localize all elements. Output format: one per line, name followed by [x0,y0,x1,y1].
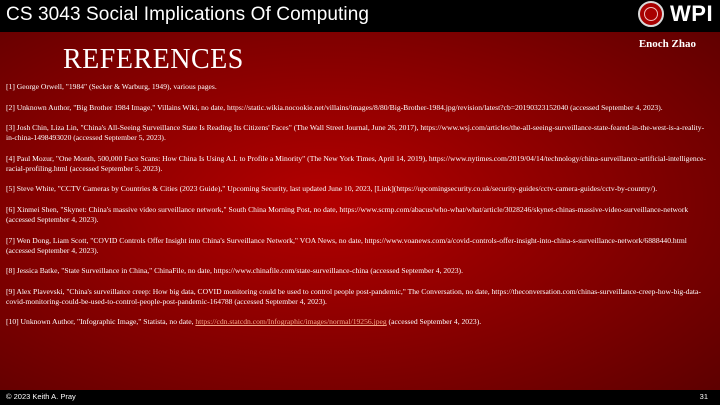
course-title: CS 3043 Social Implications Of Computing [6,4,370,25]
title-bar [0,0,720,32]
reference-item: [2] Unknown Author, "Big Brother 1984 Image," Villains Wiki, no date, https://static.wikia.nocookie.net/villains/images/8/80/Big-Brother-1984.jpg/revision/latest?cb=20190323152040 (accessed September 4, 2023). [6,102,663,112]
wpi-logo-text: WPI [670,1,714,26]
reference-item: [9] Alex Plavevski, "China's surveillance creep: How big data, COVID monitoring could be used to control people post-pandemic," The Conversation, no date, https://theconversation.com/chinas-surveillance-creep-how-big-data-covid-monitoring-could-be-used-to-control-people-post-pandemic-164788 (accessed September 4, 2023). [6,286,701,306]
reference-item: [3] Josh Chin, Liza Lin, "China's All-Seeing Surveillance State Is Reading Its Citizens' Faces" (The Wall Street Journal, June 26, 2017), https://www.wsj.com/articles/the-all-seeing-surveillance-state-feared-in-the-west-is-a-reality-in-china-1498493020 (accessed September 5, 2023). [6,123,705,143]
reference-list [6,82,712,338]
page-number: 31 [699,392,708,401]
reference-item: [6] Xinmei Shen, "Skynet: China's massive video surveillance network," South China Morning Post, no date, https://www.scmp.com/abacus/who-what/what/article/3028246/skynet-chinas-massive-video-surveillance-network (accessed September 4, 2023). [6,204,689,224]
author-name: Enoch Zhao [638,38,696,50]
reference-text: (accessed September 4, 2023). [386,317,482,327]
footer-bar [0,390,720,405]
reference-item: [4] Paul Mozur, "One Month, 500,000 Face Scans: How China Is Using A.I. to Profile a Minority" (The New York Times, April 14, 2019), https://www.nytimes.com/2019/04/14/technology/china-surveillance-artificial-intelligence-racial-profiling.html (accessed September 5, 2023). [6,153,706,173]
statista-image-link[interactable]: https://cdn.statcdn.com/Infographic/images/normal/19256.jpeg [195,317,387,327]
reference-item: [1] George Orwell, "1984" (Secker & Warburg, 1949), various pages. [6,82,217,91]
reference-item: [5] Steve White, "CCTV Cameras by Countries & Cities (2023 Guide)," Upcoming Security, last updated June 10, 2023, [Link](https://upcomingsecurity.co.uk/security-guides/cctv-camera-guides/cctv-by-country/). [6,184,658,194]
reference-text: [10] Unknown Author, "Infographic Image," Statista, no date, [6,317,196,327]
wpi-logo [638,1,713,27]
slide-heading: REFERENCES [63,44,244,75]
wpi-seal-icon [638,1,664,27]
copyright-text: © 2023 Keith A. Pray [6,392,76,401]
reference-item [6,317,712,327]
reference-item: [8] Jessica Batke, "State Surveillance in China," ChinaFile, no date, https://www.chinafile.com/state-surveillance-china (accessed September 4, 2023). [6,266,463,276]
reference-item: [7] Wen Dong, Liam Scott, "COVID Controls Offer Insight into China's Surveillance Network," VOA News, no date, https://www.voanews.com/a/covid-controls-offer-insight-into-china-s-surveillance-network/6888440.html (accessed September 4, 2023). [6,235,687,255]
